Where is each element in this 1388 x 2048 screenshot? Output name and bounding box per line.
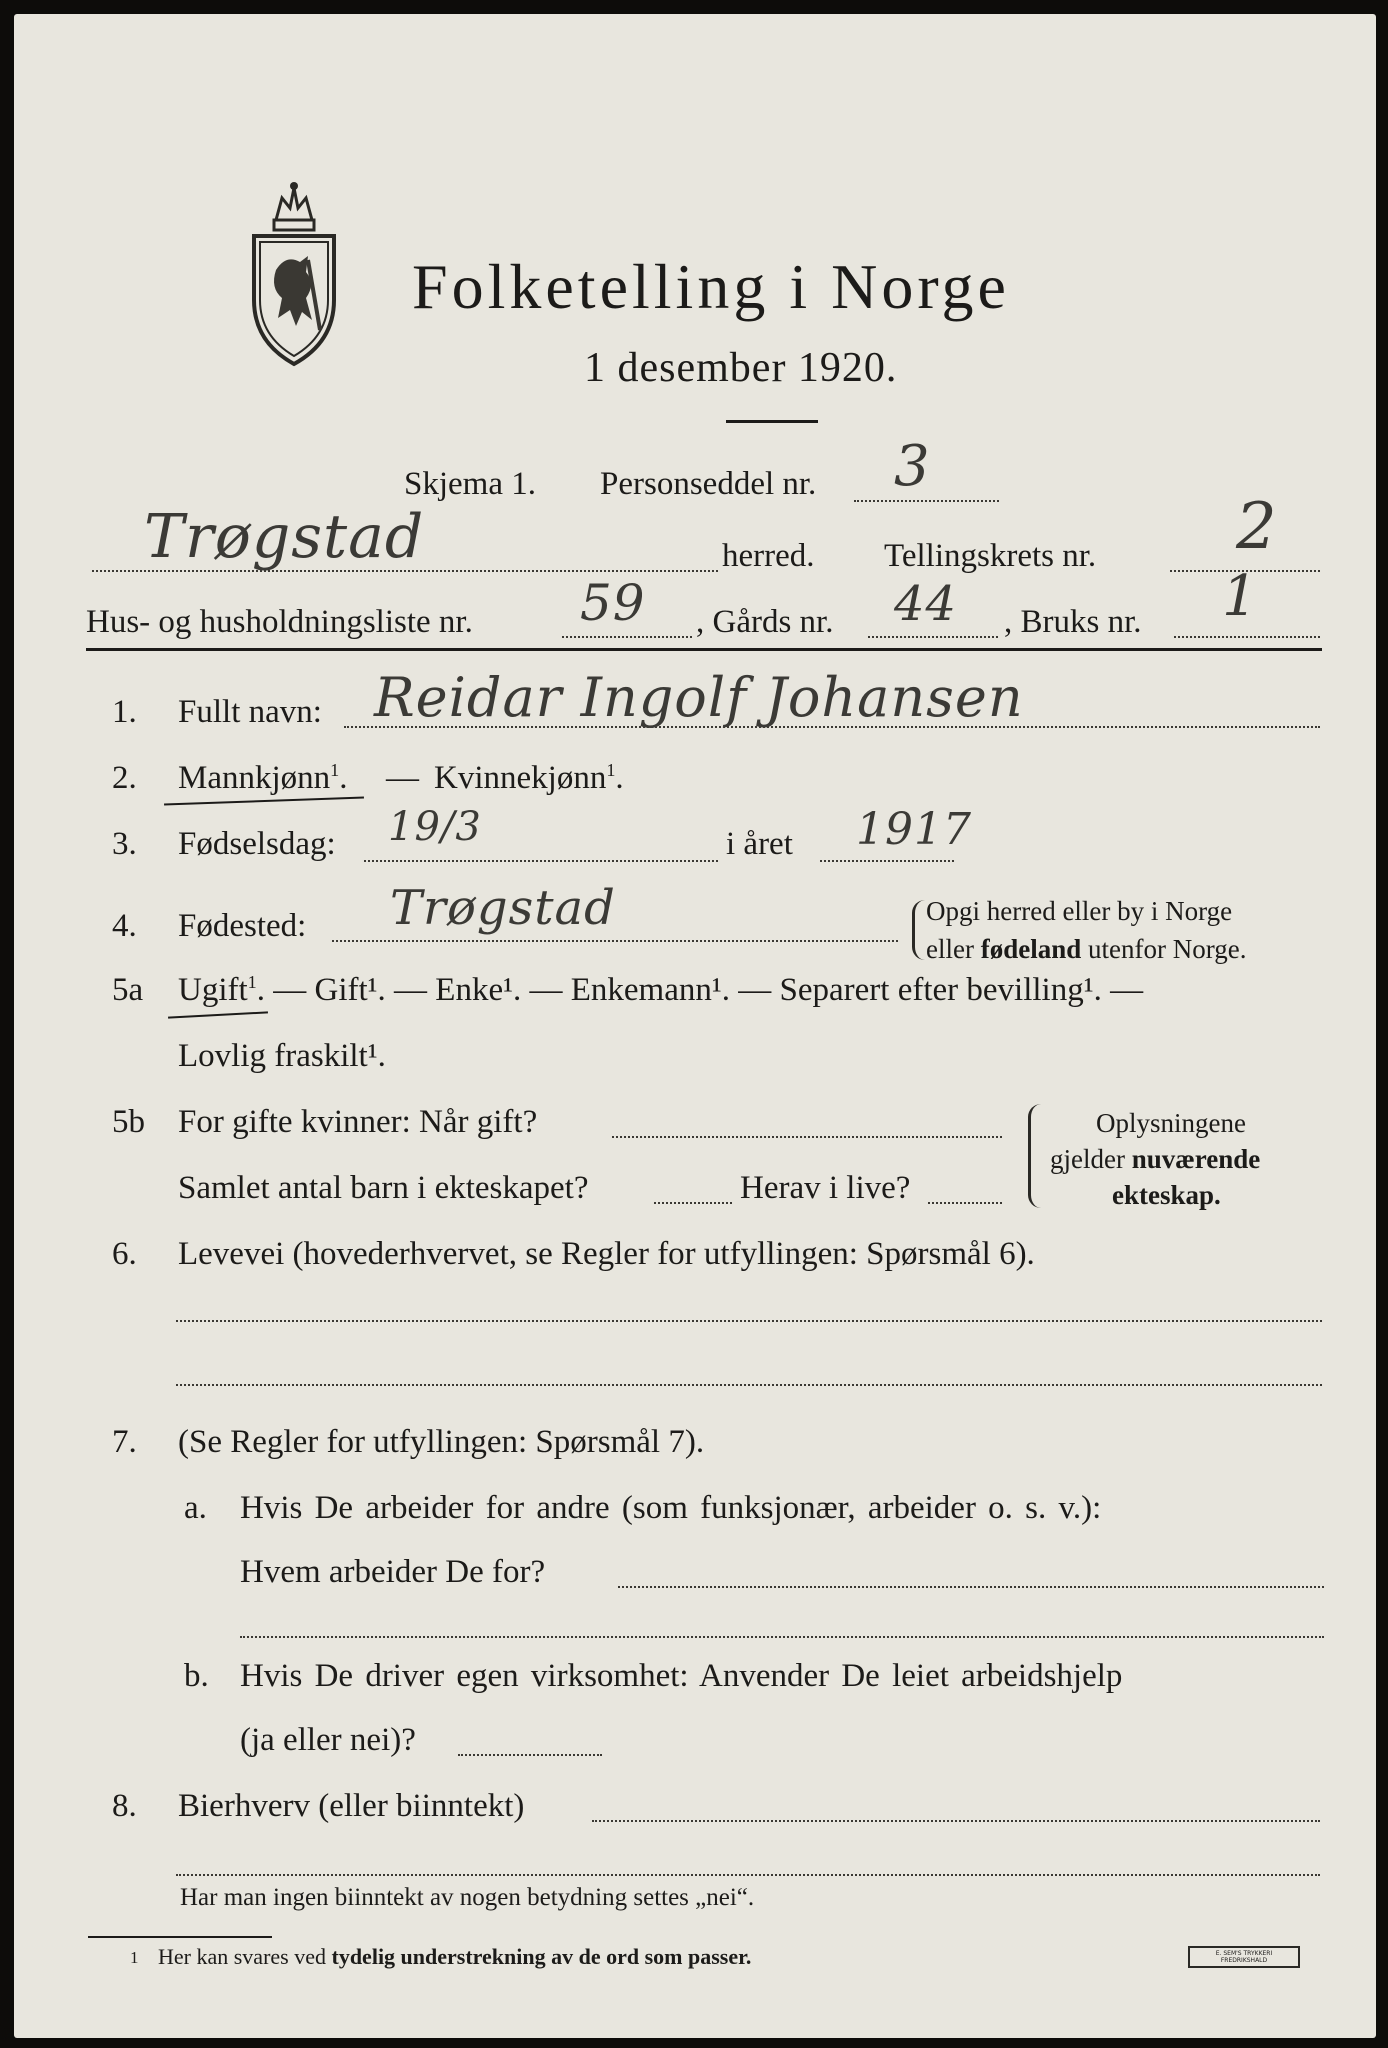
coat-of-arms-emblem [246, 180, 342, 370]
q8-label: Bierhverv (eller biinntekt) [178, 1788, 525, 1824]
birth-year-value: 1917 [856, 804, 972, 855]
printer-stamp: E. SEM'S TRYKKERI FREDRIKSHALD [1188, 1946, 1300, 1968]
side-income-field-line2[interactable] [176, 1874, 1320, 1876]
marital-other-options[interactable]: . — Gift¹. — Enke¹. — Enkemann¹. — Separert efter bevilling¹. — [256, 972, 1144, 1008]
footnote-text-pre: Her kan svares ved [158, 1944, 332, 1969]
personseddel-field[interactable] [854, 500, 999, 502]
marital-status-options[interactable]: Ugift$^1$. — Gift¹. — Enke¹. — Enkemann¹. — Separert efter bevilling¹. — [178, 972, 1144, 1008]
children-count-field[interactable] [654, 1202, 732, 1204]
form-title: Folketelling i Norge [412, 251, 1010, 322]
hus-label: Hus- og husholdningsliste nr. [86, 604, 473, 640]
q1-label: Fullt navn: [178, 694, 322, 730]
birth-year-label: i året [726, 826, 793, 862]
q2-number: 2. [112, 760, 137, 796]
hired-help-field[interactable] [458, 1754, 602, 1756]
full-name-value: Reidar Ingolf Johansen [374, 666, 1024, 729]
gards-field[interactable] [868, 636, 998, 638]
birthplace-note-line2 [926, 934, 1246, 965]
sex-separator: — [386, 760, 419, 796]
q3-label: Fødselsdag: [178, 826, 336, 862]
census-form-page [14, 14, 1376, 2038]
tellingskrets-label: Tellingskrets nr. [884, 538, 1097, 574]
q1-number: 1. [112, 694, 137, 730]
birthday-value: 19/3 [388, 804, 482, 850]
q5b-married-when-label: For gifte kvinner: Når gift? [178, 1104, 538, 1140]
sex-male-label: Mannkjønn [178, 760, 331, 796]
q7b-hired-help-label: (ja eller nei)? [240, 1722, 416, 1758]
hus-field[interactable] [562, 636, 692, 638]
hus-value: 59 [580, 574, 646, 632]
employer-field-line2[interactable] [240, 1636, 1324, 1638]
personseddel-label: Personseddel nr. [600, 466, 817, 502]
gards-value: 44 [894, 576, 958, 632]
footnote-text-bold: tydelig understrekning av de ord som passer. [331, 1944, 752, 1969]
marriage-note-line3: ekteskap. [1112, 1180, 1221, 1210]
side-income-field[interactable] [592, 1820, 1320, 1822]
sex-option-male[interactable]: Mannkjønn$^1$. [178, 760, 348, 796]
birthplace-note-pre: eller [926, 934, 981, 964]
q5b-children-label: Samlet antal barn i ekteskapet? [178, 1170, 589, 1206]
q5a-number: 5a [112, 972, 144, 1008]
children-alive-field[interactable] [928, 1202, 1002, 1204]
bruks-field[interactable] [1174, 636, 1320, 638]
male-underline [164, 797, 364, 806]
marriage-note-line1: Oplysningene [1096, 1108, 1246, 1138]
employer-field[interactable] [618, 1586, 1324, 1588]
q3-number: 3. [112, 826, 137, 862]
q7-label: (Se Regler for utfyllingen: Spørsmål 7). [178, 1424, 705, 1460]
q5b-number: 5b [112, 1104, 145, 1140]
title-divider [726, 420, 818, 423]
tellingskrets-value: 2 [1236, 490, 1278, 564]
marriage-note-brace [1028, 1104, 1041, 1208]
q5b-alive-label: Herav i live? [740, 1170, 911, 1206]
birthplace-note-post: utenfor Norge. [1081, 934, 1247, 964]
footnote-mark: 1 [130, 1948, 139, 1967]
q6-number: 6. [112, 1236, 137, 1272]
personseddel-value: 3 [894, 434, 931, 499]
footnote-rule [88, 1936, 272, 1938]
occupation-field-line1[interactable] [176, 1320, 1322, 1322]
q6-label: Levevei (hovederhvervet, se Regler for utfyllingen: Spørsmål 6). [178, 1236, 1035, 1272]
bruks-label: , Bruks nr. [1004, 604, 1142, 640]
birthplace-note-line1: Opgi herred eller by i Norge [926, 896, 1233, 926]
q7a-text: Hvis De arbeider for andre (som funksjonær, arbeider o. s. v.): [240, 1490, 1102, 1526]
marriage-note-line2 [1050, 1144, 1260, 1175]
q7b-text: Hvis De driver egen virksomhet: Anvender De leiet arbeidshjelp [240, 1658, 1123, 1694]
footnote-text [158, 1944, 751, 1970]
birthday-field[interactable] [364, 860, 718, 862]
occupation-field-line2[interactable] [176, 1384, 1322, 1386]
marital-ugift[interactable]: Ugift [178, 972, 248, 1008]
census-date: 1 desember 1920. [584, 345, 898, 391]
sex-female-label: Kvinnekjønn [434, 760, 607, 796]
ugift-underline [168, 1011, 268, 1018]
marriage-note-bold: nuværende [1131, 1144, 1261, 1174]
q8-note: Har man ingen biinntekt av nogen betydning settes „nei“. [180, 1884, 755, 1911]
skjema-label: Skjema 1. [404, 466, 536, 502]
birth-year-field[interactable] [820, 860, 954, 862]
birthplace-field[interactable] [332, 940, 898, 942]
herred-value: Trøgstad [144, 502, 425, 572]
q4-label: Fødested: [178, 908, 307, 944]
birthplace-note-bold: fødeland [980, 934, 1082, 964]
q7-number: 7. [112, 1424, 137, 1460]
q8-number: 8. [112, 1788, 137, 1824]
gards-label: , Gårds nr. [696, 604, 834, 640]
sex-option-female[interactable]: Kvinnekjønn$^1$. [434, 760, 624, 796]
herred-label: herred. [722, 538, 815, 574]
header-rule [86, 648, 1322, 651]
bruks-value: 1 [1222, 564, 1259, 629]
q7b-letter: b. [184, 1658, 209, 1694]
birthplace-note-brace [912, 900, 925, 960]
q7a-letter: a. [184, 1490, 207, 1526]
married-when-field[interactable] [612, 1136, 1002, 1138]
marital-divorced-option[interactable]: Lovlig fraskilt¹. [178, 1038, 386, 1074]
q7a-employer-label: Hvem arbeider De for? [240, 1554, 546, 1590]
marriage-note-pre: gjelder [1050, 1144, 1132, 1174]
q4-number: 4. [112, 908, 137, 944]
birthplace-value: Trøgstad [390, 880, 616, 936]
